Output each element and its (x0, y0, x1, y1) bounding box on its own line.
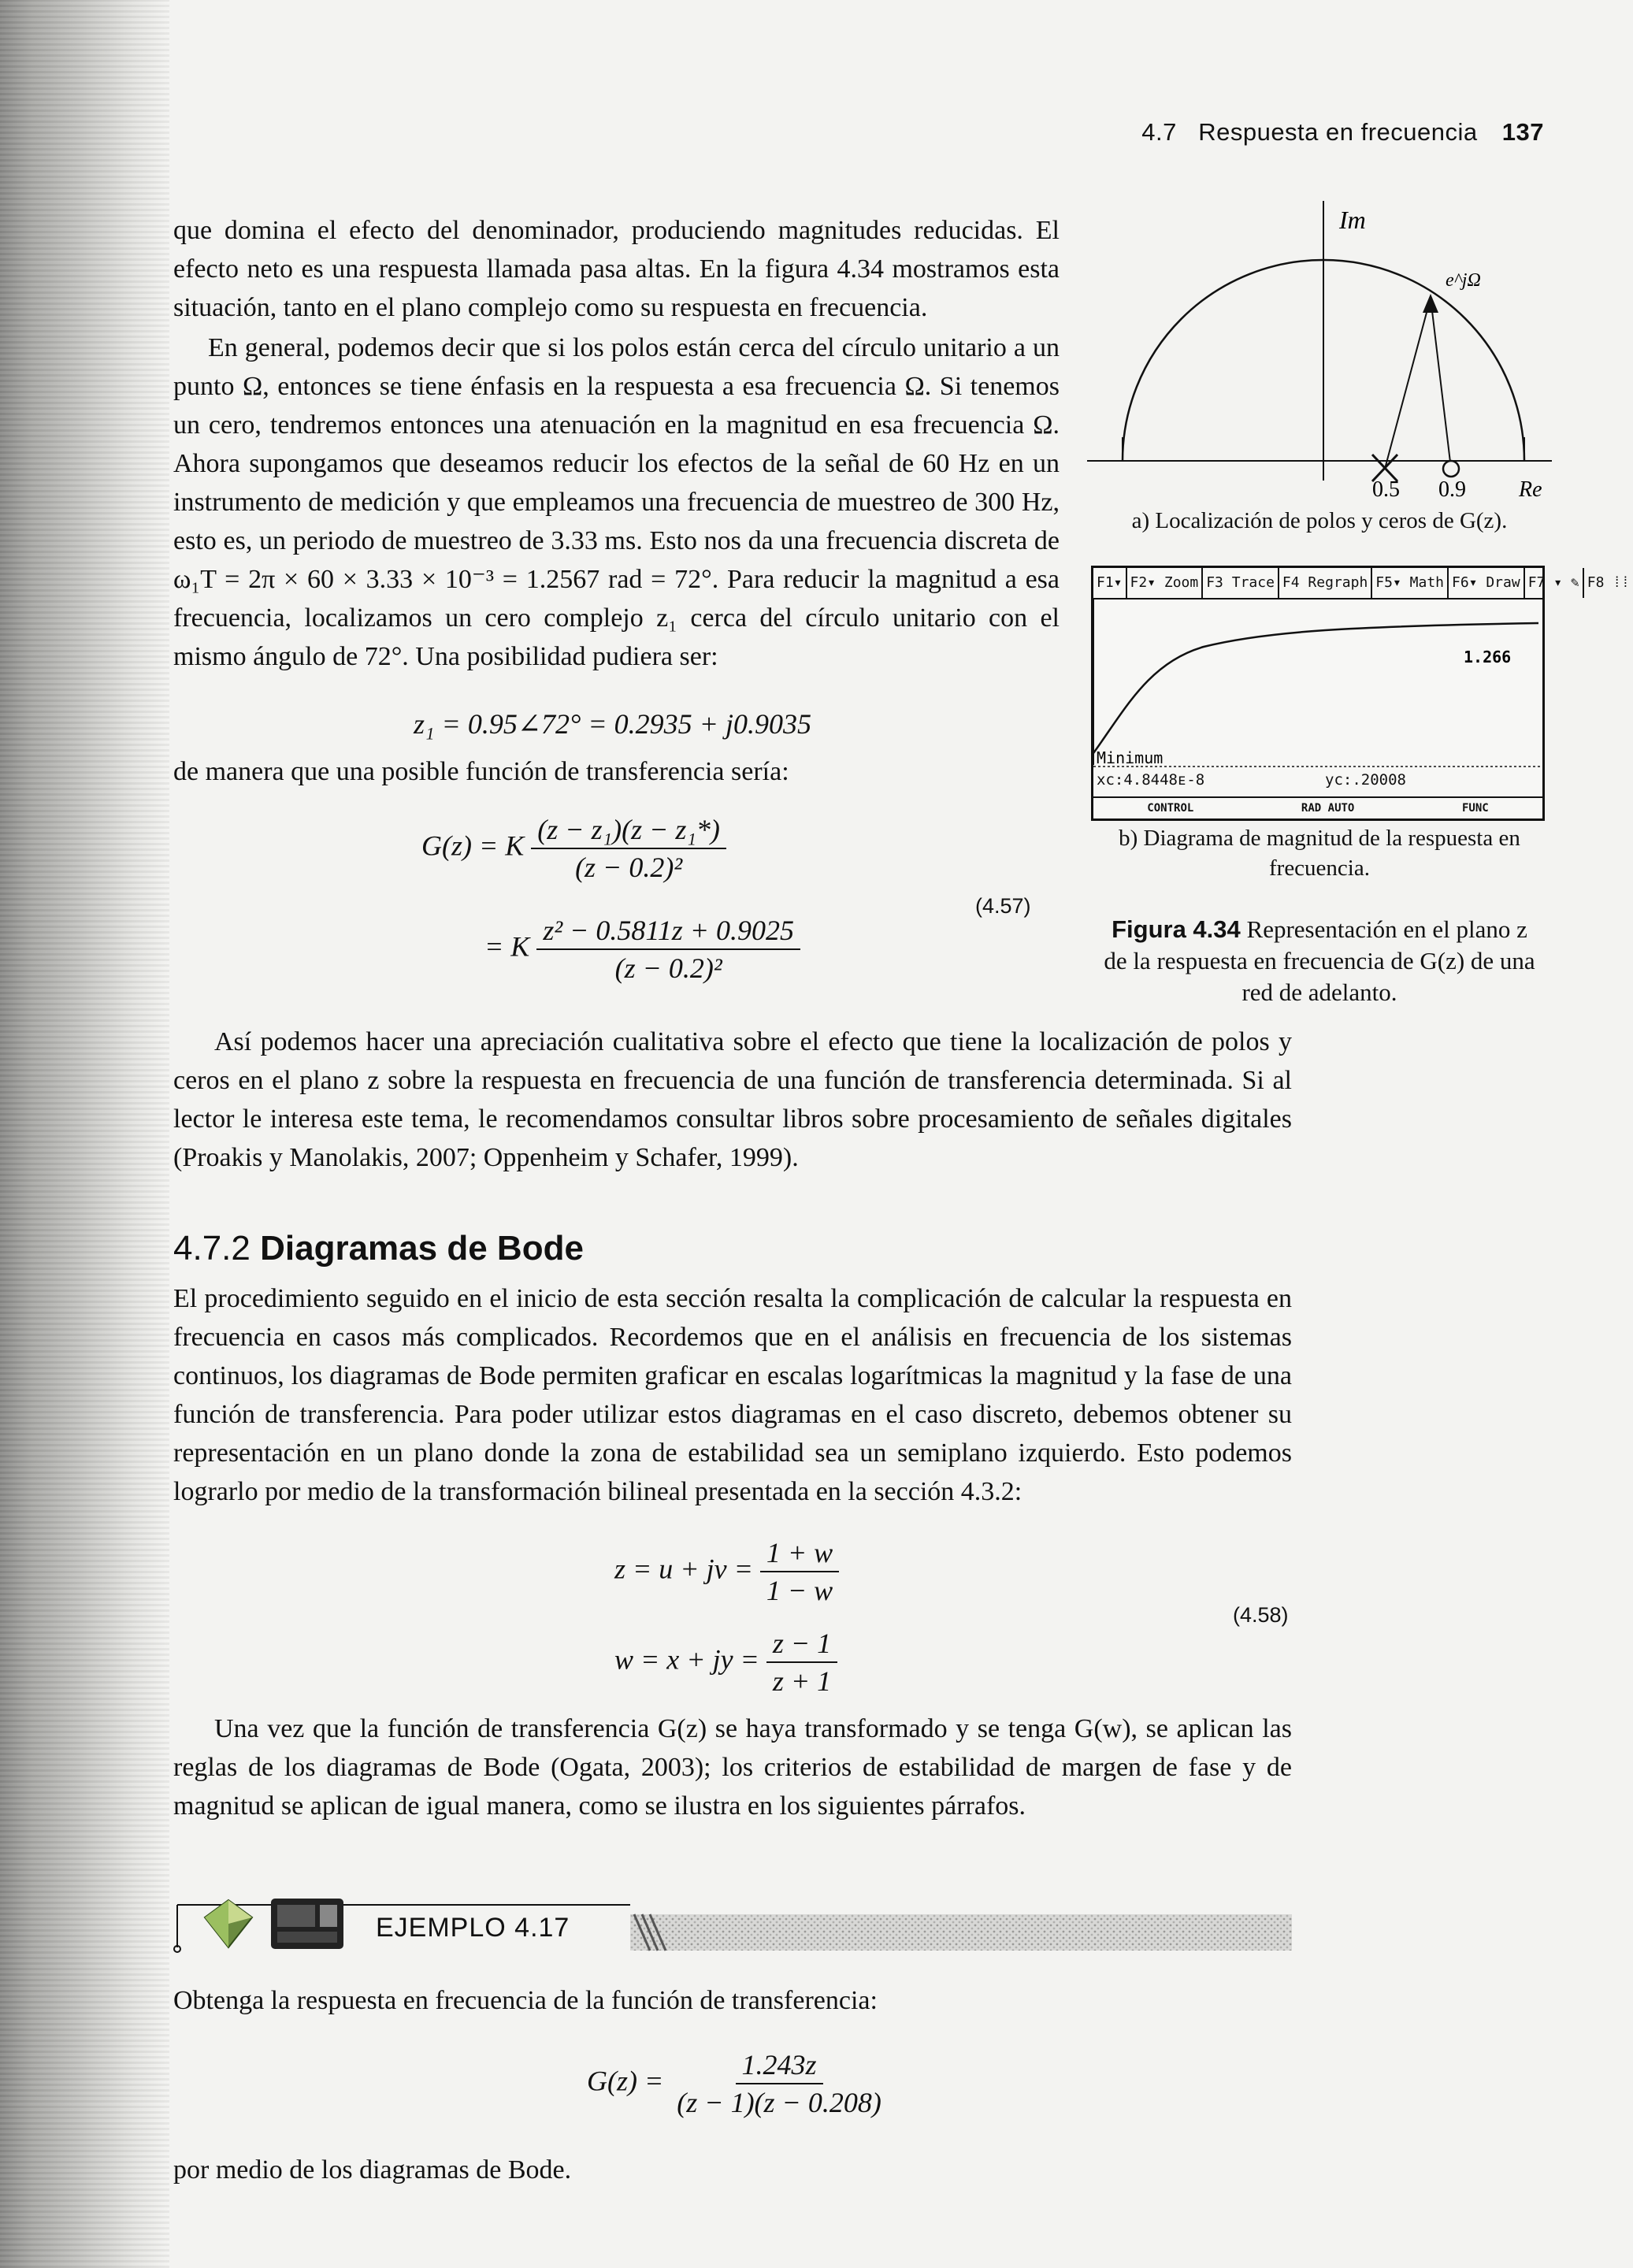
vector-to-zero (1431, 298, 1451, 469)
calc-value-right: 1.266 (1464, 648, 1512, 666)
eq457-denominator-2: (z − 0.2)² (614, 952, 722, 984)
equation-number-4-58: (4.58) (1233, 1603, 1289, 1627)
section-number: 4.7.2 (173, 1229, 251, 1268)
eq457-denominator-1: (z − 0.2)² (575, 852, 683, 883)
equation-4-58-line1 (614, 1536, 839, 1607)
eq457-lhs: G(z) = K (421, 830, 525, 862)
eqex-lhs: G(z) = (587, 2065, 664, 2097)
calc-status-control: CONTROL (1147, 802, 1194, 815)
paragraph-3: de manera que una posible función de transferencia sería: (173, 757, 789, 786)
calc-menu-zoom: F2▾ Zoom (1127, 568, 1204, 598)
calc-readout (1097, 771, 1538, 789)
im-label: Im (1339, 206, 1366, 234)
paragraph-4: Así podemos hacer una apreciación cualitativa sobre el efecto que tiene la localización de polos y ceros en el plano z sobre la respuesta en frecuencia de una función de transferencia determinada. Si al lector le interesa este tema, le recomendamos consultar libros sobre procesamiento de señales digitales (Proakis y Manolakis, 2007; Oppenheim y Schafer, 1999). (173, 1027, 1292, 1172)
equation-example (587, 2048, 888, 2119)
tick-0-9: 0.9 (1438, 477, 1466, 502)
eq457-numerator-2: z² − 0.5811z + 0.9025 (536, 914, 800, 950)
section-heading (173, 1229, 584, 1268)
eq457-fraction-1 (531, 813, 726, 884)
eq457-numerator-1: (z − z₁)(z − z₁*) (531, 813, 726, 849)
paragraph-7: Obtenga la respuesta en frecuencia de la función de transferencia: (173, 1986, 878, 2015)
eq458-denominator-1: 1 − w (766, 1575, 833, 1606)
caption-b: b) Diagrama de magnitud de la respuesta en frecuencia. (1119, 826, 1520, 881)
paragraph-5: El procedimiento seguido en el inicio de esta sección resalta la complicación de calcular la respuesta en frecuencia en casos más complicados. Recordemos que en el análisis en frecuencia de los sistemas continuos, los diagramas de Bode permiten graficar en escalas logarítmicas la magnitud y la fase de una función de transferencia. Para poder utilizar estos diagramas en el caso discreto, debemos obtener su representación en un plano donde la zona de estabilidad sea un semiplano izquierdo. Esto podemos lograrlo por medio de la transformación bilineal presentada en la sección 4.3.2: (173, 1284, 1292, 1506)
figure-text: Representación en el plano z de la respuesta en frecuencia de G(z) de una red de adelanto. (1104, 915, 1535, 1006)
equation-4-57-line2 (484, 914, 800, 985)
eq458-numerator-2: z − 1 (766, 1627, 837, 1663)
eq458-numerator-1: 1 + w (760, 1536, 839, 1572)
calc-menu-math: F5▾ Math (1372, 568, 1449, 598)
equation-z1: z₁ = 0.95∠72° = 0.2935 + j0.9035 (414, 708, 811, 740)
calc-menu-f8: F8 ⁞⁞ (1587, 574, 1630, 591)
paragraph-8: por medio de los diagramas de Bode. (173, 2155, 572, 2184)
tick-0-5: 0.5 (1372, 477, 1400, 502)
running-head (1071, 118, 1544, 147)
eq457-fraction-2 (536, 914, 800, 985)
paragraph-1: que domina el efecto del denominador, produciendo magnitudes reducidas. El efecto neto es una respuesta llamada pasa altas. En la figura 4.34 mostramos esta situación, tanto en el plano complejo como su respuesta en frecuencia. (173, 216, 1060, 322)
equation-4-57-line1 (421, 813, 726, 884)
calc-status-func: FUNC (1461, 802, 1489, 815)
calc-menu-regraph: F4 Regraph (1279, 568, 1372, 598)
eq458-fraction-1 (760, 1536, 839, 1607)
example-cube-icon (197, 1895, 260, 1952)
vector-to-pole (1385, 298, 1431, 469)
eqex-numerator: 1.243z (736, 2048, 823, 2084)
unit-circle-point-marker (1423, 294, 1438, 313)
paragraph-6: Una vez que la función de transferencia G(z) se haya transformado y se tenga G(w), se aplican las reglas de los diagramas de Bode (Ogata, 2003); los criterios de estabilidad de margen de fase y de magnitud se aplican de igual manera, como se ilustra en los siguientes párrafos. (173, 1714, 1292, 1821)
section-title: Diagramas de Bode (260, 1229, 584, 1268)
eq457-lhs2: = K (484, 930, 530, 963)
figure-caption (1099, 914, 1540, 1008)
calc-status-bar (1093, 796, 1542, 818)
figure-label: Figura 4.34 (1112, 915, 1241, 943)
paragraph-2: En general, podemos decir que si los polos están cerca del círculo unitario a un punto Ω, entonces se tiene énfasis en la respuesta a esa frecuencia Ω. Si tenemos un cero, tendremos entonces una atenuación en la magnitud en esa frecuencia Ω. Ahora supongamos que deseamos reducir los efectos de la señal de 60 Hz en un instrumento de medición y que empleamos una frecuencia de muestreo de 300 Hz, esto es, un periodo de muestreo de 3.33 ms. Esto nos da una frecuencia discreta de ω₁T = 2π × 60 × 3.33 × 10⁻³ = 1.2567 rad = 72°. Para reducir la magnitud a esa frecuencia, localizamos un cero complejo z₁ cerca del círculo unitario con el mismo ángulo de 72°. Una posibilidad pudiera ser: (173, 333, 1060, 671)
header-section: 4.7 (1141, 118, 1177, 146)
ejomega-label: e^jΩ (1446, 270, 1481, 291)
example-banner (173, 1899, 1292, 1954)
page-number: 137 (1501, 118, 1544, 146)
calc-menu-trace: F3 Trace (1203, 568, 1279, 598)
calc-xc: xc:4.8448ᴇ-8 (1097, 771, 1205, 789)
eqex-denominator: (z − 1)(z − 0.208) (677, 2087, 881, 2118)
calc-menu-f1: F1▾ (1093, 568, 1127, 598)
magnitude-plot (1093, 599, 1542, 796)
calc-status-rad: RAD AUTO (1301, 802, 1355, 815)
magnitude-curve (1093, 623, 1538, 753)
re-label: Re (1519, 477, 1542, 502)
calc-menu-draw: F6▾ Draw (1449, 568, 1525, 598)
equation-4-58-line2 (614, 1627, 837, 1698)
eq458-fraction-2 (766, 1627, 837, 1698)
calc-menubar (1093, 568, 1630, 599)
calc-minimum: Minimum (1097, 748, 1164, 767)
eq458-lhs-1: z = u + jv = (614, 1553, 753, 1585)
zero-marker (1443, 461, 1459, 477)
example-label: EJEMPLO 4.17 (376, 1913, 570, 1943)
book-binding-shadow (0, 0, 169, 2268)
caption-a: a) Localización de polos y ceros de G(z). (1131, 508, 1508, 533)
eqex-fraction (670, 2048, 888, 2119)
eq458-denominator-2: z + 1 (772, 1665, 832, 1697)
calc-yc: yc:.20008 (1325, 771, 1406, 789)
pole-zero-plot (1087, 201, 1560, 500)
eq458-lhs-2: w = x + jy = (614, 1643, 759, 1676)
calculator-screen (1091, 566, 1630, 821)
equation-number-4-57: (4.57) (975, 894, 1031, 918)
header-title: Respuesta en frecuencia (1198, 118, 1478, 146)
calc-menu-f7: F7 ▾ ✎ (1525, 568, 1584, 598)
example-calculator-icon (268, 1895, 347, 1952)
